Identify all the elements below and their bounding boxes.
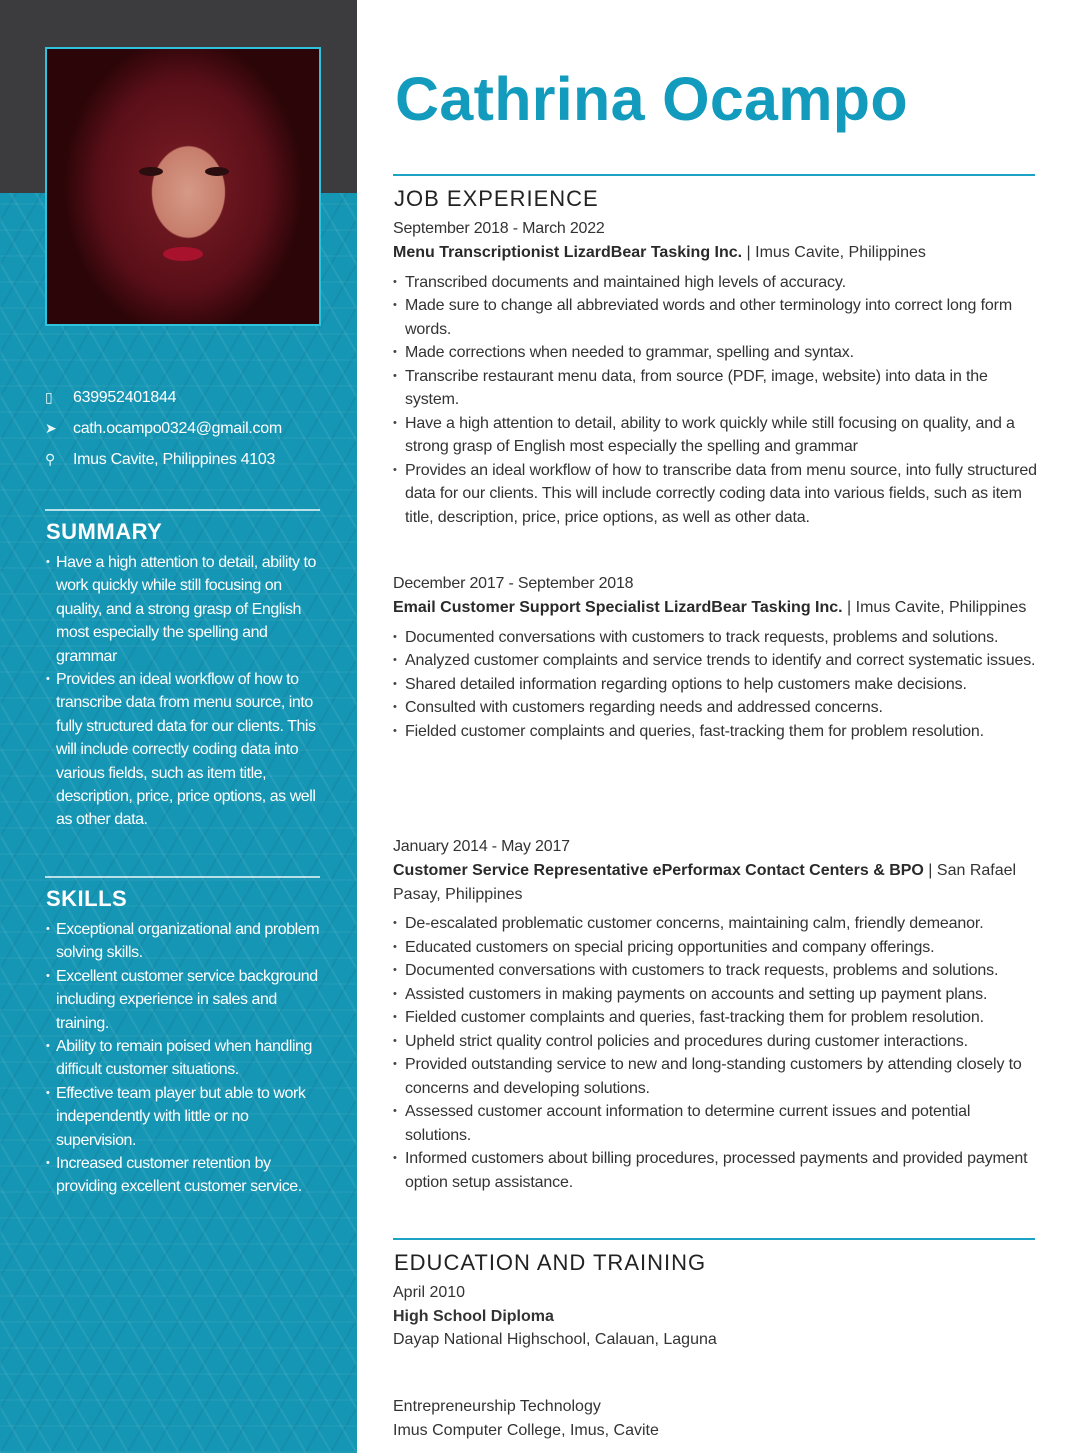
job-bullet: • Consulted with customers regarding needs and addressed concerns.: [393, 696, 1038, 720]
contact-address: [45, 444, 325, 475]
section-rule: [393, 1238, 1035, 1240]
contact-phone: [45, 382, 325, 413]
skills-item: • Increased customer retention by providing excellent customer service.: [46, 1152, 331, 1199]
summary-item: • Provides an ideal workflow of how to transcribe data from menu source, into fully structured data for our clients. This will include correctly coding data into various fields, such as item title, description, price, price options, as well as other data.: [46, 668, 331, 832]
job-bullet: • Fielded customer complaints and queries, fast-tracking them for problem resolution.: [393, 1006, 1038, 1030]
job-bullet: • Made sure to change all abbreviated words and other terminology into correct long form words.: [393, 294, 1038, 341]
skills-item: • Exceptional organizational and problem solving skills.: [46, 918, 331, 965]
job-bullets: [393, 912, 1038, 1194]
job-bullet: • Upheld strict quality control policies and procedures during customer interactions.: [393, 1030, 1038, 1054]
job-date: January 2014 - May 2017: [393, 838, 570, 855]
job-bullet: • De-escalated problematic customer concerns, maintaining calm, friendly demeanor.: [393, 912, 1038, 936]
skills-heading: SKILLS: [46, 886, 128, 911]
address-text: Imus Cavite, Philippines 4103: [73, 450, 276, 468]
location-pin-icon: ⚲: [45, 451, 55, 467]
education-school: Dayap National Highschool, Calauan, Laguna: [393, 1331, 717, 1348]
job-bullets: [393, 626, 1038, 744]
summary-list: [46, 551, 331, 832]
job-bullet: • Shared detailed information regarding options to help customers make decisions.: [393, 673, 1038, 697]
section-rule: [393, 174, 1035, 176]
job-bullet: • Provides an ideal workflow of how to transcribe data from menu source, into fully structured data for our clients. This will include correctly coding data into various fields, such as item title, description, price, price options, as well as other data.: [393, 459, 1038, 530]
job-bullet: • Informed customers about billing procedures, processed payments and provided payment option setup assistance.: [393, 1147, 1038, 1194]
education-entry: [393, 1281, 1038, 1352]
job-bullet: • Documented conversations with customers to track requests, problems and solutions.: [393, 959, 1038, 983]
job-role-line: [393, 859, 1038, 906]
phone-text: 639952401844: [73, 388, 177, 406]
job-bullet: • Transcribe restaurant menu data, from source (PDF, image, website) into data in the system.: [393, 365, 1038, 412]
send-icon: ➤: [45, 420, 57, 436]
job-role: Customer Service Representative ePerformax Contact Centers & BPO: [393, 862, 924, 879]
job-role-line: [393, 596, 1038, 620]
summary-item: • Have a high attention to detail, ability to work quickly while still focusing on quality, and a strong grasp of English most especially the spelling and grammar: [46, 551, 331, 668]
job-bullet: • Provided outstanding service to new and long-standing customers by attending closely to concerns and developing solutions.: [393, 1053, 1038, 1100]
job-location: | San Rafael Pasay, Philippines: [393, 862, 1017, 903]
job-bullet: • Transcribed documents and maintained high levels of accuracy.: [393, 271, 1038, 295]
job-entry: [393, 217, 1038, 529]
skills-item: • Effective team player but able to work independently with little or no supervision.: [46, 1082, 331, 1152]
skills-item: • Excellent customer service background including experience in sales and training.: [46, 965, 331, 1035]
candidate-name: Cathrina Ocampo: [395, 65, 908, 133]
job-bullet: • Assessed customer account information to determine current issues and potential solutions.: [393, 1100, 1038, 1147]
education-school: Imus Computer College, Imus, Cavite: [393, 1421, 659, 1439]
contact-info: [45, 382, 325, 475]
education-program: Entrepreneurship Technology: [393, 1398, 601, 1415]
experience-heading: JOB EXPERIENCE: [394, 186, 599, 211]
job-role-line: [393, 241, 1038, 265]
job-bullet: • Assisted customers in making payments on accounts and setting up payment plans.: [393, 983, 1038, 1007]
job-bullet: • Have a high attention to detail, ability to work quickly while still focusing on quality, and a strong grasp of English most especially the spelling and grammar: [393, 412, 1038, 459]
education-heading: EDUCATION AND TRAINING: [394, 1250, 707, 1275]
summary-heading: SUMMARY: [46, 519, 163, 544]
skills-list: [46, 918, 331, 1199]
email-text[interactable]: cath.ocampo0324@gmail.com: [73, 419, 282, 437]
job-bullet: • Documented conversations with customers to track requests, problems and solutions.: [393, 626, 1038, 650]
job-location: | Imus Cavite, Philippines: [742, 244, 926, 261]
contact-email[interactable]: [45, 413, 325, 444]
job-bullet: • Made corrections when needed to grammar, spelling and syntax.: [393, 341, 1038, 365]
phone-icon: ▯: [45, 389, 53, 405]
job-bullet: • Educated customers on special pricing opportunities and company offerings.: [393, 936, 1038, 960]
photo-lips: [163, 247, 203, 261]
job-date: September 2018 - March 2022: [393, 220, 605, 237]
job-bullets: [393, 271, 1038, 530]
education-degree: High School Diploma: [393, 1307, 554, 1325]
photo-eye-left: [139, 167, 163, 176]
education-date: April 2010: [393, 1284, 466, 1301]
job-entry: [393, 572, 1038, 743]
job-role: Menu Transcriptionist LizardBear Tasking Inc.: [393, 244, 743, 261]
skills-item: • Ability to remain poised when handling difficult customer situations.: [46, 1035, 331, 1082]
job-role: Email Customer Support Specialist LizardBear Tasking Inc.: [393, 599, 843, 616]
job-bullet: • Analyzed customer complaints and service trends to identify and correct systematic issues.: [393, 649, 1038, 673]
sidebar-divider: [45, 509, 320, 511]
job-location: | Imus Cavite, Philippines: [842, 599, 1027, 616]
photo-eye-right: [205, 167, 229, 176]
profile-photo: [45, 47, 321, 326]
sidebar-divider: [45, 876, 320, 878]
education-entry: [393, 1395, 1038, 1442]
sidebar: [0, 0, 357, 1453]
job-entry: [393, 835, 1038, 1194]
job-bullet: • Fielded customer complaints and queries, fast-tracking them for problem resolution.: [393, 720, 1038, 744]
job-date: December 2017 - September 2018: [393, 575, 634, 592]
